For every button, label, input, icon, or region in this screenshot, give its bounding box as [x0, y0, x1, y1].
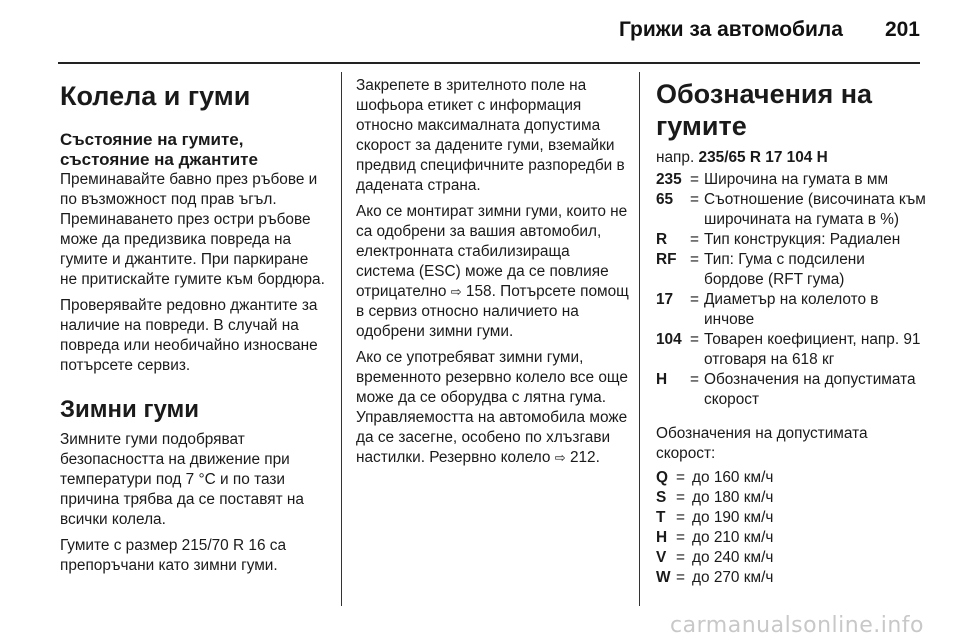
- column-1: [60, 70, 328, 582]
- section-title: Грижи за автомобила: [618, 18, 843, 41]
- definition-text: Тип: Гума с подсилени бордове (RFT гума): [704, 251, 865, 288]
- column-2: [356, 76, 632, 474]
- definition-key: V: [656, 549, 667, 566]
- definition-text: Широчина на гумата в мм: [704, 171, 889, 188]
- definition-row: [656, 170, 926, 190]
- designation-list: [656, 170, 926, 410]
- definition-text: до 180 км/ч: [692, 489, 774, 506]
- paragraph: [356, 348, 632, 468]
- definition-equals: =: [690, 331, 699, 348]
- definition-equals: =: [676, 549, 685, 566]
- definition-row: [656, 568, 926, 588]
- paragraph: Проверявайте редовно джантите за наличие на повреди. В случай на повреда или необичайно износване потърсете сервиз.: [60, 297, 318, 374]
- paragraph: [356, 202, 632, 342]
- definition-key: H: [656, 529, 668, 546]
- definition-equals: =: [690, 291, 699, 308]
- definition-row: [656, 488, 926, 508]
- definition-key: 104: [656, 331, 682, 348]
- example-value: 235/65 R 17 104 H: [698, 149, 828, 166]
- subheading-condition: Състояние на гумите, състояние на джантите: [60, 130, 258, 169]
- definition-row: [656, 468, 926, 488]
- paragraph: Гумите с размер 215/70 R 16 са препоръчани като зимни гуми.: [60, 537, 287, 574]
- definition-equals: =: [676, 529, 685, 546]
- definition-key: S: [656, 489, 667, 506]
- definition-key: Q: [656, 469, 668, 486]
- heading-winter-tyres: Зимни гуми: [60, 396, 199, 423]
- definition-row: [656, 528, 926, 548]
- definition-text: до 270 км/ч: [692, 569, 774, 586]
- definition-text: до 160 км/ч: [692, 469, 774, 486]
- watermark: carmanualsonline.info: [670, 613, 924, 638]
- designation-example: [656, 148, 926, 168]
- paragraph-text: .: [595, 449, 600, 466]
- definition-row: [656, 330, 926, 370]
- definition-text: Диаметър на колелото в инчове: [704, 291, 879, 328]
- paragraph-text: Ако се монтират зимни гуми, които не са одобрени за вашия автомобил, електронната стабилизираща система (ESC) може да се повлияе отрицателно: [356, 203, 628, 300]
- definition-key: W: [656, 569, 671, 586]
- definition-key: 17: [656, 291, 674, 308]
- definition-row: [656, 548, 926, 568]
- definition-key: 235: [656, 171, 682, 188]
- definition-text: Съотношение (височината към широчината на гумата в %): [704, 191, 926, 228]
- definition-row: [656, 230, 926, 250]
- example-prefix: напр.: [656, 149, 695, 166]
- definition-row: [656, 190, 926, 230]
- definition-equals: =: [676, 509, 685, 526]
- definition-text: Обозначения на допустимата скорост: [704, 371, 916, 408]
- definition-equals: =: [690, 171, 699, 188]
- definition-equals: =: [676, 469, 685, 486]
- definition-key: H: [656, 371, 668, 388]
- heading-tyre-designations: Обозначения на гумите: [656, 79, 873, 141]
- definition-text: до 210 км/ч: [692, 529, 774, 546]
- paragraph: Преминавайте бавно през ръбове и по възможност под прав ъгъл. Преминаването през остри ръбове може да предизвика повреда на гумите и джантите. При паркиране не притискайте гумите към бордюра.: [60, 171, 325, 288]
- definition-key: 65: [656, 191, 674, 208]
- paragraph: Закрепете в зрителното поле на шофьора етикет с информация относно максималната допустима скорост за дадените гуми, вземайки предвид специфичните разпоредби в дадената страна.: [356, 77, 625, 194]
- column-divider-2: [639, 72, 640, 606]
- definition-equals: =: [690, 251, 699, 268]
- speed-intro: Обозначения на допустимата скорост:: [656, 425, 868, 462]
- definition-text: Тип конструкция: Радиален: [704, 231, 901, 248]
- definition-equals: =: [690, 231, 699, 248]
- definition-row: [656, 250, 926, 290]
- page-header: [619, 18, 920, 42]
- definition-equals: =: [676, 569, 685, 586]
- definition-row: [656, 508, 926, 528]
- definition-text: до 190 км/ч: [692, 509, 774, 526]
- definition-row: [656, 290, 926, 330]
- page-ref[interactable]: 158: [465, 283, 492, 300]
- heading-wheels-tyres: Колела и гуми: [60, 81, 251, 111]
- page-ref-arrow-icon: ⇨: [450, 284, 462, 299]
- definition-key: RF: [656, 251, 677, 268]
- speed-list: [656, 468, 926, 588]
- page-ref[interactable]: 212: [569, 449, 596, 466]
- definition-equals: =: [676, 489, 685, 506]
- definition-text: до 240 км/ч: [692, 549, 774, 566]
- definition-key: T: [656, 509, 666, 526]
- page-number: 201: [884, 18, 920, 41]
- header-rule: [58, 62, 920, 64]
- definition-equals: =: [690, 191, 699, 208]
- definition-row: [656, 370, 926, 410]
- paragraph-text: . Потърсете помощ в сервиз относно наличието на одобрени зимни гуми.: [356, 283, 629, 340]
- page-ref-arrow-icon: ⇨: [554, 450, 566, 465]
- column-divider-1: [341, 72, 342, 606]
- definition-key: R: [656, 231, 668, 248]
- column-3: [656, 70, 926, 588]
- paragraph: Зимните гуми подобряват безопасността на движение при температури под 7 °C и по тази причина трябва да се поставят на всички колела.: [60, 431, 304, 528]
- definition-text: Товарен коефициент, напр. 91 отговаря на 618 кг: [704, 331, 921, 368]
- definition-equals: =: [690, 371, 699, 388]
- paragraph-text: Ако се употребяват зимни гуми, временното резервно колело все още може да се оборудва с лятна гума. Управляемостта на автомобила може да се засегне, особено по хлъзгави настилки. Резервно колело: [356, 349, 628, 466]
